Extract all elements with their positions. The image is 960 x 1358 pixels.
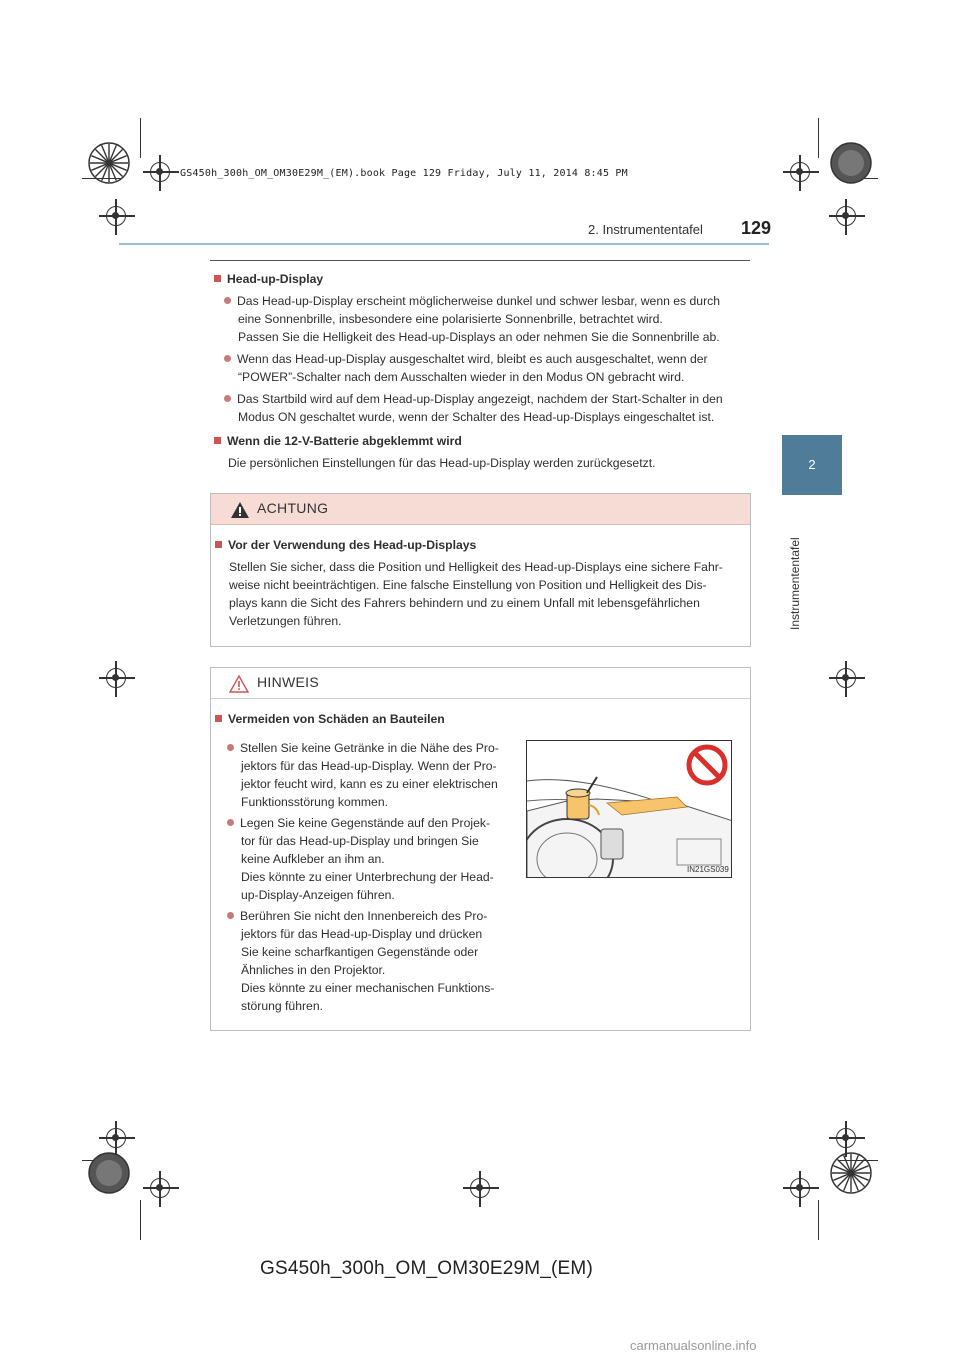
- chapter-side-label: Instrumententafel: [788, 537, 802, 630]
- registration-mark-icon: [106, 668, 126, 688]
- notice-title: HINWEIS: [257, 674, 319, 690]
- notice-bullet: Stellen Sie keine Getränke in die Nähe des Pro- jektors für das Head-up-Display. Wenn der Pro- jektor feucht wird, kann es zu einer elektrischen Funktionsstörung kommen.: [227, 739, 527, 811]
- chapter-tab: 2: [782, 435, 842, 495]
- notice-heading: Vermeiden von Schäden an Bauteilen: [215, 710, 445, 728]
- registration-mark-icon: [836, 668, 856, 688]
- book-info-line: GS450h_300h_OM_OM30E29M_(EM).book Page 129 Friday, July 11, 2014 8:45 PM: [180, 168, 628, 179]
- round-bullet-icon: [227, 744, 234, 751]
- prohibition-icon: [689, 747, 725, 783]
- square-bullet-icon: [215, 541, 222, 548]
- halftone-mark-icon: [88, 1152, 130, 1194]
- registration-mark-icon: [836, 206, 856, 226]
- round-bullet-icon: [227, 912, 234, 919]
- registration-mark-icon: [790, 1178, 810, 1198]
- hud-heading: Head-up-Display: [214, 270, 323, 288]
- page-number: 129: [741, 218, 772, 238]
- notice-bullet: Berühren Sie nicht den Innenbereich des Pro- jektors für das Head-up-Display und drücken Sie keine scharfkantigen Gegenstände oder Ähnliches in den Projektor. Dies könnte zu einer mechanischen Funktions- störung führen.: [227, 907, 527, 1015]
- dashboard-drawing: [527, 741, 732, 878]
- registration-mark-icon: [470, 1178, 490, 1198]
- warning-header: [211, 494, 750, 525]
- warning-heading: Vor der Verwendung des Head-up-Displays: [215, 536, 476, 554]
- warning-text: Stellen Sie sicher, dass die Position und Helligkeit des Head-up-Displays eine sichere Fahr- weise nicht beeinträchtigen. Eine falsche Einstellung von Position und Helligkeit des Dis- plays kann die Sicht des Fahrers behindern und zu einem Unfall mit lebensgefährlichen Verletzungen führen.: [229, 560, 723, 628]
- illustration-code: IN21GS039: [687, 865, 729, 874]
- square-bullet-icon: [214, 275, 221, 282]
- battery-text: Die persönlichen Einstellungen für das Head-up-Display werden zurückgesetzt.: [228, 456, 656, 470]
- caution-triangle-icon: [229, 675, 249, 693]
- halftone-mark-icon: [830, 142, 872, 184]
- registration-mark-icon: [106, 1128, 126, 1148]
- registration-mark-icon: [106, 206, 126, 226]
- hud-bullet: Wenn das Head-up-Display ausgeschaltet wird, bleibt es auch ausgeschaltet, wenn der “POWER”-Schalter nach dem Ausschalten wieder in den Modus ON gebracht wird.: [224, 350, 750, 386]
- hud-bullet: Das Head-up-Display erscheint möglicherweise dunkel und schwer lesbar, wenn es durch eine Sonnenbrille, insbesondere eine polarisierte Sonnenbrille, betrachtet wird. Passen Sie die Helligkeit des Head-up-Displays an oder nehmen Sie die Sonnenbrille ab.: [224, 292, 750, 346]
- registration-mark-icon: [790, 162, 810, 182]
- warning-triangle-icon: [231, 502, 249, 518]
- battery-heading: Wenn die 12-V-Batterie abgeklemmt wird: [214, 432, 462, 450]
- starburst-mark-icon: [830, 1152, 872, 1194]
- dashboard-illustration: [526, 740, 732, 878]
- document-code: GS450h_300h_OM_OM30E29M_(EM): [260, 1258, 593, 1279]
- registration-mark-icon: [150, 162, 170, 182]
- registration-mark-icon: [150, 1178, 170, 1198]
- round-bullet-icon: [224, 355, 231, 362]
- watermark: carmanualsonline.info: [630, 1338, 757, 1353]
- content-top-rule: [210, 260, 750, 261]
- notice-bullet: Legen Sie keine Gegenstände auf den Projek- tor für das Head-up-Display und bringen Sie keine Aufkleber an ihm an. Dies könnte zu einer Unterbrechung der Head- up-Display-Anzeigen führen.: [227, 814, 527, 904]
- round-bullet-icon: [224, 297, 231, 304]
- starburst-mark-icon: [88, 142, 130, 184]
- section-title: 2. Instrumententafel: [588, 222, 703, 237]
- square-bullet-icon: [214, 437, 221, 444]
- warning-title: ACHTUNG: [257, 500, 329, 516]
- header-rule: [119, 243, 769, 245]
- notice-header: [211, 668, 750, 699]
- hud-bullet: Das Startbild wird auf dem Head-up-Display angezeigt, nachdem der Start-Schalter in den Modus ON geschaltet wurde, wenn der Schalter des Head-up-Displays eingeschaltet ist.: [224, 390, 750, 426]
- square-bullet-icon: [215, 715, 222, 722]
- registration-mark-icon: [836, 1128, 856, 1148]
- warning-box: [210, 493, 751, 647]
- round-bullet-icon: [227, 819, 234, 826]
- round-bullet-icon: [224, 395, 231, 402]
